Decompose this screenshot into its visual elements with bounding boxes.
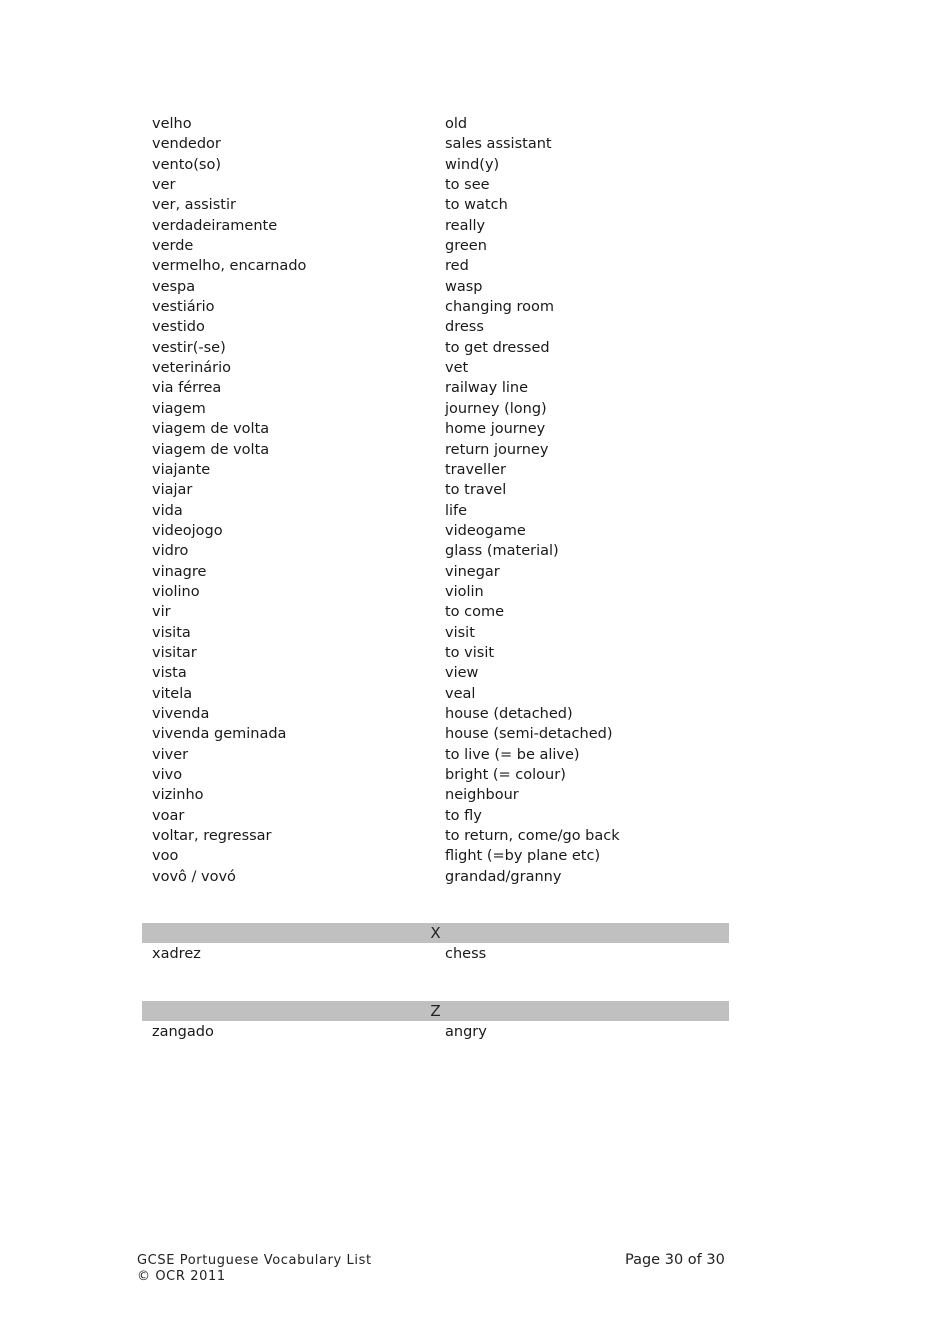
english-translation: to fly: [445, 807, 482, 824]
portuguese-word: veterinário: [152, 360, 232, 377]
english-translation: house (semi-detached): [445, 726, 613, 743]
vocab-row: [152, 297, 732, 317]
english-translation: neighbour: [445, 787, 519, 804]
portuguese-word: ver: [152, 177, 176, 194]
vocab-row: [152, 602, 732, 622]
portuguese-word: zangado: [152, 1024, 214, 1040]
vocab-row: [152, 338, 732, 358]
vocab-row: [152, 944, 729, 964]
vocab-row: [152, 562, 732, 582]
english-translation: changing room: [445, 299, 554, 316]
portuguese-word: vivenda geminada: [152, 726, 287, 743]
vocab-row: [152, 623, 732, 643]
page-number: Page 30 of 30: [625, 1252, 725, 1268]
portuguese-word: violino: [152, 583, 200, 600]
vocab-row: [152, 643, 732, 663]
vocab-row: [152, 684, 732, 704]
english-translation: sales assistant: [445, 136, 552, 153]
english-translation: return journey: [445, 441, 549, 458]
portuguese-word: velho: [152, 116, 192, 132]
vocab-row: [152, 501, 732, 521]
portuguese-word: viajar: [152, 482, 193, 499]
portuguese-word: vespa: [152, 278, 196, 295]
portuguese-word: vivo: [152, 767, 183, 783]
portuguese-word: videojogo: [152, 522, 223, 539]
vocab-row: [152, 765, 732, 785]
portuguese-word: vivenda: [152, 705, 210, 722]
section-header-x: X: [142, 923, 729, 943]
vocab-row: [152, 358, 732, 378]
english-translation: grandad/granny: [445, 868, 562, 885]
english-translation: house (detached): [445, 705, 573, 722]
english-translation: chess: [445, 946, 487, 962]
vocab-row: [152, 236, 732, 256]
vocab-row: [152, 480, 732, 500]
portuguese-word: visita: [152, 624, 191, 641]
english-translation: to get dressed: [445, 339, 550, 356]
vocab-row: [152, 114, 732, 134]
english-translation: wind(y): [445, 156, 500, 173]
vocab-row: [152, 724, 732, 744]
english-translation: red: [445, 258, 469, 275]
portuguese-word: viagem de volta: [152, 421, 270, 438]
portuguese-word: vida: [152, 502, 183, 519]
portuguese-word: verdadeiramente: [152, 217, 278, 234]
portuguese-word: vizinho: [152, 787, 204, 804]
portuguese-word: vista: [152, 665, 187, 682]
portuguese-word: ver, assistir: [152, 197, 236, 214]
english-translation: vet: [445, 360, 469, 377]
portuguese-word: viajante: [152, 461, 211, 478]
vocab-row: [152, 460, 732, 480]
portuguese-word: via férrea: [152, 380, 222, 397]
english-translation: glass (material): [445, 543, 559, 560]
vocab-row: [152, 378, 732, 398]
vocab-row: [152, 806, 732, 826]
portuguese-word: vinagre: [152, 563, 207, 580]
portuguese-word: voltar, regressar: [152, 828, 272, 845]
english-translation: to visit: [445, 644, 495, 661]
portuguese-word: verde: [152, 238, 194, 255]
english-translation: green: [445, 238, 487, 255]
english-translation: life: [445, 502, 468, 519]
vocab-row: [152, 277, 732, 297]
english-translation: dress: [445, 319, 484, 336]
portuguese-word: vir: [152, 604, 171, 621]
vocab-row: [152, 419, 732, 439]
vocab-row: [152, 521, 732, 541]
footer-copyright: © OCR 2011: [137, 1269, 226, 1284]
vocab-row: [152, 582, 732, 602]
english-translation: to watch: [445, 197, 508, 214]
english-translation: to return, come/go back: [445, 828, 620, 845]
portuguese-word: voar: [152, 807, 185, 824]
vocab-row: [152, 785, 732, 805]
english-translation: journey (long): [445, 400, 547, 417]
english-translation: veal: [445, 685, 476, 702]
english-translation: really: [445, 217, 486, 234]
english-translation: videogame: [445, 522, 526, 539]
vocab-row: [152, 1022, 729, 1042]
portuguese-word: vestido: [152, 319, 205, 336]
english-translation: traveller: [445, 461, 506, 478]
vocab-row: [152, 399, 732, 419]
english-translation: angry: [445, 1024, 487, 1040]
portuguese-word: viagem de volta: [152, 441, 270, 458]
english-translation: bright (= colour): [445, 767, 566, 783]
portuguese-word: vento(so): [152, 156, 221, 173]
vocab-row: [152, 826, 732, 846]
english-translation: visit: [445, 624, 475, 641]
english-translation: vinegar: [445, 563, 500, 580]
vocab-row: [152, 134, 732, 154]
vocab-row: [152, 541, 732, 561]
portuguese-word: vidro: [152, 543, 189, 560]
vocab-row: [152, 846, 732, 866]
english-translation: flight (=by plane etc): [445, 848, 601, 865]
vocab-row: [152, 175, 732, 195]
vocab-row: [152, 216, 732, 236]
vocab-row: [152, 256, 732, 276]
vocab-row: [152, 663, 732, 683]
english-translation: to come: [445, 604, 505, 621]
vocab-row: [152, 155, 732, 175]
footer-left: [137, 1253, 372, 1285]
english-translation: view: [445, 665, 479, 682]
english-translation: to travel: [445, 482, 507, 499]
vocab-row: [152, 440, 732, 460]
portuguese-word: vendedor: [152, 136, 221, 153]
portuguese-word: visitar: [152, 644, 197, 661]
portuguese-word: vermelho, encarnado: [152, 258, 307, 275]
footer-title: GCSE Portuguese Vocabulary List: [137, 1253, 372, 1268]
portuguese-word: xadrez: [152, 946, 201, 962]
vocab-row: [152, 745, 732, 765]
english-translation: violin: [445, 583, 484, 600]
portuguese-word: vitela: [152, 685, 193, 702]
english-translation: railway line: [445, 380, 529, 397]
portuguese-word: voo: [152, 848, 179, 865]
portuguese-word: vestir(-se): [152, 339, 226, 356]
vocab-row: [152, 867, 732, 887]
vocab-row: [152, 195, 732, 215]
section-header-z: Z: [142, 1001, 729, 1021]
english-translation: wasp: [445, 278, 483, 295]
english-translation: to live (= be alive): [445, 746, 580, 763]
section-z: [142, 1001, 729, 1042]
english-translation: to see: [445, 177, 490, 194]
portuguese-word: viver: [152, 746, 189, 763]
english-translation: home journey: [445, 421, 546, 438]
vocab-row: [152, 317, 732, 337]
portuguese-word: viagem: [152, 400, 206, 417]
vocab-list-v: [152, 114, 732, 887]
portuguese-word: vovô / vovó: [152, 868, 236, 885]
portuguese-word: vestiário: [152, 299, 215, 316]
english-translation: old: [445, 116, 468, 132]
section-x: [142, 923, 729, 964]
vocab-row: [152, 704, 732, 724]
